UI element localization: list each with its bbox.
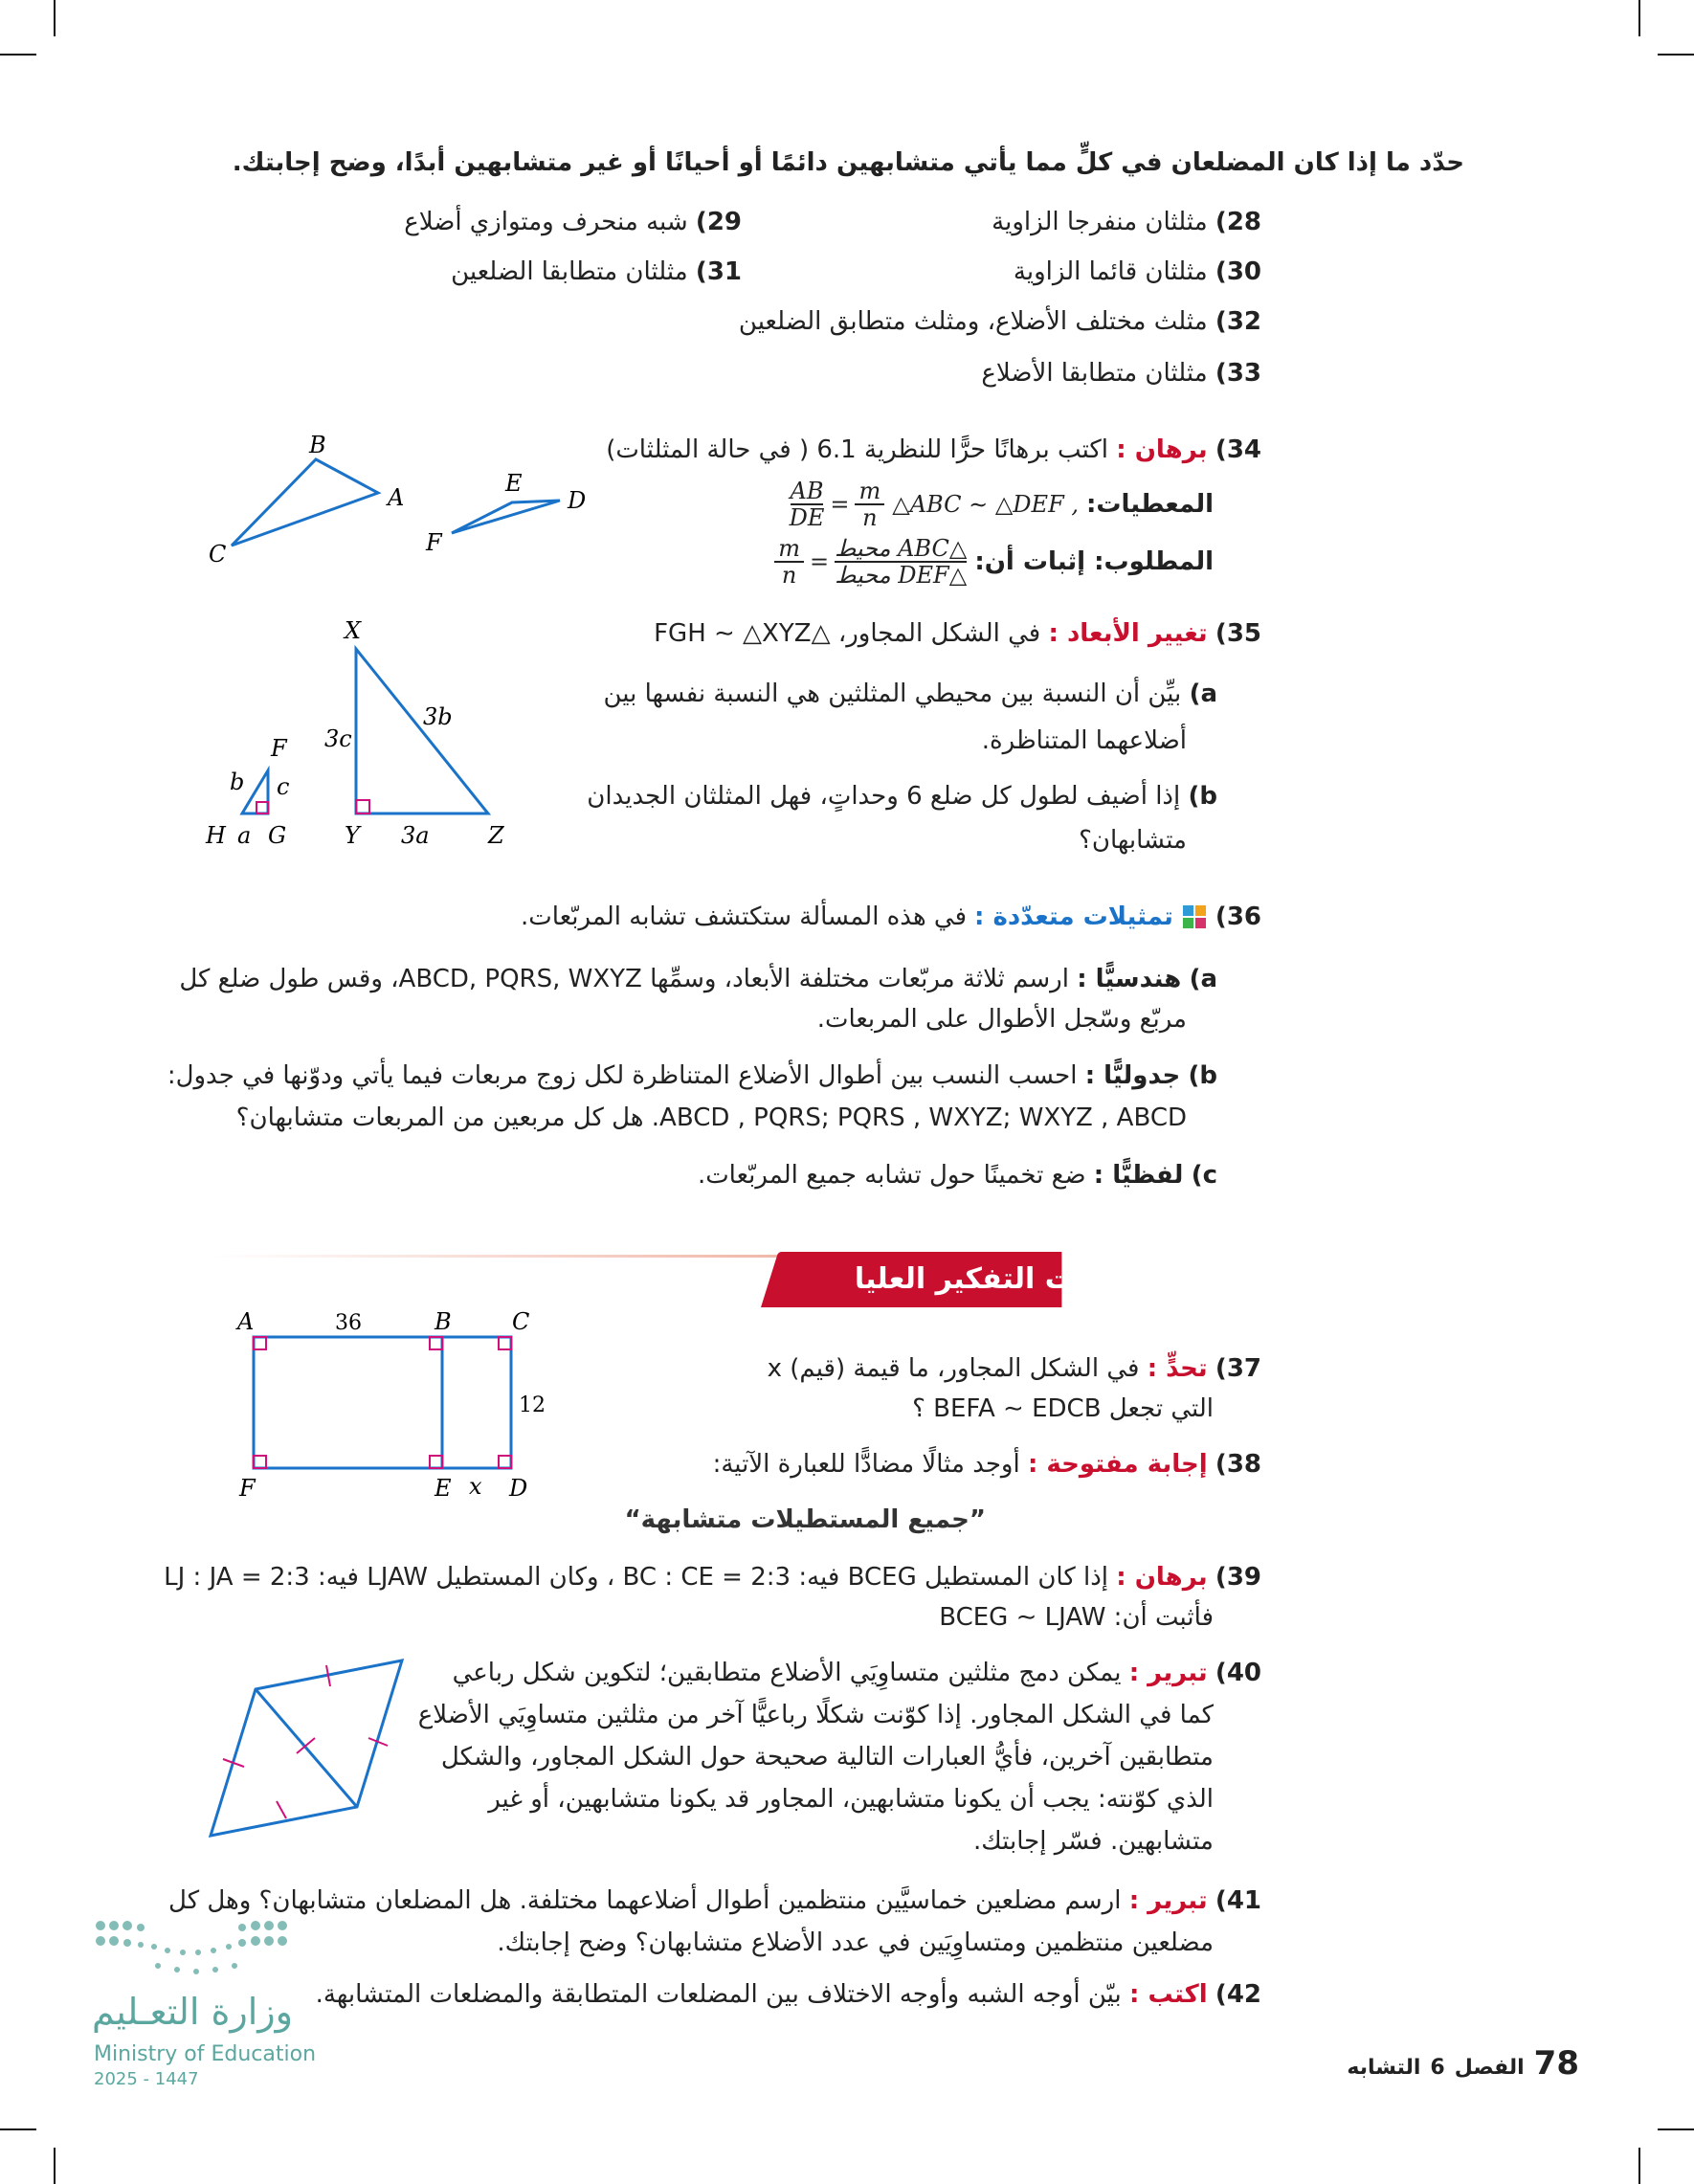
question-36b [167, 1057, 1217, 1095]
crop-mark [1638, 2148, 1640, 2184]
item-text: مثلثان قائما الزاوية [1013, 257, 1208, 286]
item-31 [451, 253, 742, 291]
right-angle-mark [430, 1456, 442, 1468]
question-heading: تمثيلات متعدّدة : [974, 903, 1173, 931]
side-label: a [237, 822, 252, 849]
given-expression: △ABC ∼ △DEF , [892, 491, 1079, 518]
question-42 [316, 1975, 1261, 2014]
side-length: 12 [519, 1393, 546, 1417]
vertex-label: A [388, 484, 405, 511]
item-32 [739, 302, 1261, 341]
question-heading: تبرير : [1128, 1886, 1208, 1915]
chapter-number: 6 [1430, 2056, 1445, 2080]
page-footer [1347, 2044, 1579, 2083]
question-36c [698, 1156, 1217, 1194]
question-40-line: متشابهين. فسّر إجابتك. [973, 1827, 1214, 1856]
equals-sign: = [809, 548, 830, 575]
part-text: ارسم ثلاثة مربّعات مختلفة الأبعاد، وسمِّها ABCD, PQRS, WXYZ، وقس طول ضلع كل [179, 965, 1069, 993]
question-35a [603, 675, 1217, 713]
crop-mark [1658, 2128, 1694, 2130]
triangle-fgh [242, 770, 268, 813]
frac-bottom: △DEF محيط [835, 562, 968, 589]
side-length: 36 [335, 1311, 362, 1335]
item-number: 33) [1215, 359, 1261, 388]
vertex-label: F [271, 735, 287, 762]
question-number: 35) [1215, 619, 1261, 648]
section-banner-title: مسائل مهارات التفكير العليا [854, 1262, 1252, 1296]
vertex-label: E [435, 1475, 452, 1502]
vertex-label: H [206, 822, 226, 849]
question-40-line: كما في الشكل المجاور. إذا كوّنت شكلًا رباعيًّا آخر من مثلثين متساوِيَي الأضلاع [417, 1701, 1214, 1729]
item-33 [981, 354, 1261, 392]
ministry-name-en: Ministry of Education [94, 2042, 317, 2066]
given-label: المعطيات: [1085, 490, 1214, 519]
vertex-label: C [209, 541, 227, 568]
chapter-label: الفصل [1454, 2056, 1525, 2080]
side-label: b [230, 769, 245, 795]
vertex-label: F [239, 1475, 256, 1502]
frac-bottom: n [862, 504, 878, 531]
ministry-name-ar: وزارة التعـليم [92, 1991, 294, 2033]
vertex-label: B [435, 1308, 452, 1335]
right-angle-mark [254, 1456, 266, 1468]
question-number: 39) [1215, 1563, 1261, 1592]
page-number: 78 [1533, 2044, 1579, 2083]
crop-mark [0, 2128, 36, 2130]
crop-mark [1638, 0, 1640, 36]
item-29 [404, 203, 742, 241]
vertex-label: F [426, 529, 442, 556]
question-40-line: متطابقين آخرين، فأيُّ العبارات التالية صحيحة حول الشكل المجاور، والشكل [440, 1743, 1214, 1772]
crop-mark [54, 0, 56, 36]
vertex-label: A [237, 1308, 255, 1335]
question-38-quote: ”جميع المستطيلات متشابهة“ [624, 1505, 986, 1534]
ministry-logo-icon [91, 1914, 301, 1991]
question-number: 34) [1215, 435, 1261, 464]
item-number: 32) [1215, 307, 1261, 336]
question-36 [521, 898, 1261, 936]
question-40-line: الذي كوّنته: يجب أن يكونا متشابهين، المجاور قد يكونا متشابهين، أو غير [488, 1785, 1214, 1814]
figure-37-rectangles [230, 1306, 574, 1507]
figure-35-triangles [196, 617, 522, 857]
right-angle-mark [356, 800, 369, 813]
right-angle-mark [499, 1337, 511, 1349]
question-heading: إجابة مفتوحة : [1027, 1450, 1208, 1479]
question-heading: تغيير الأبعاد : [1048, 619, 1208, 648]
question-35b [587, 777, 1217, 815]
frac-top: △ABC محيط [835, 535, 968, 562]
side-label: x [469, 1473, 482, 1500]
part-text: احسب النسب بين أطوال الأضلاع المتناظرة لكل زوج مربعات فيما يأتي ودوّنها في جدول: [167, 1061, 1078, 1090]
vertex-label: Y [345, 822, 360, 849]
prove-label: المطلوب: إثبات أن: [974, 547, 1214, 576]
frac-top: AB [790, 478, 824, 504]
part-text: ضع تخمينًا حول تشابه جميع المربّعات. [697, 1161, 1086, 1190]
question-41-cont: مضلعين منتظمين ومتساوِيَين في عدد الأضلاع متشابهان؟ وضح إجابتك. [497, 1928, 1214, 1957]
ministry-year: 2025 - 1447 [94, 2069, 199, 2089]
item-number: 31) [695, 257, 742, 286]
frac-top: m [855, 479, 884, 505]
multiple-representations-icon [1181, 903, 1208, 930]
part-label: c) [1191, 1161, 1217, 1190]
question-number: 37) [1215, 1354, 1261, 1383]
equals-sign: = [830, 491, 850, 518]
side-label: 3b [423, 703, 453, 730]
vertex-label: C [512, 1308, 530, 1335]
question-number: 41) [1215, 1886, 1261, 1915]
item-text: مثلث مختلف الأضلاع، ومثلث متطابق الضلعين [738, 307, 1208, 336]
right-angle-mark [256, 802, 268, 813]
vertex-label: G [268, 822, 287, 849]
tick-mark [277, 1801, 286, 1818]
crop-mark [1658, 54, 1694, 56]
vertex-label: X [345, 617, 362, 644]
crop-mark [54, 2148, 56, 2184]
question-text: يمكن دمج مثلثين متساوِيَي الأضلاع متطابقين؛ لتكوين شكل رباعي [452, 1659, 1122, 1687]
question-39-cont: فأثبت أن: BCEG ∼ LJAW [939, 1603, 1214, 1632]
item-number: 28) [1215, 208, 1261, 236]
prove-line [774, 536, 1214, 588]
question-38 [713, 1445, 1261, 1483]
part-heading: جدوليًّا : [1084, 1061, 1181, 1090]
question-number: 40) [1215, 1659, 1261, 1687]
question-text: إذا كان المستطيل BCEG فيه: BC : CE = 2:3 ، وكان المستطيل LJAW فيه: LJ : JA = 2:3 [164, 1563, 1109, 1592]
question-number: 38) [1215, 1450, 1261, 1479]
question-text: ارسم مضلعين خماسيَّين منتظمين أطوال أضلاعهما مختلفة. هل المضلعان متشابهان؟ وهل كل [168, 1886, 1122, 1915]
question-35b-cont: متشابهان؟ [1079, 826, 1187, 855]
item-text: مثلثان متطابقا الضلعين [451, 257, 688, 286]
item-text: مثلثان متطابقا الأضلاع [981, 359, 1208, 388]
chapter-title: التشابه [1347, 2056, 1421, 2080]
side-label: 3a [401, 822, 430, 849]
item-text: مثلثان منفرجا الزاوية [992, 208, 1208, 236]
question-heading: تبرير : [1128, 1659, 1208, 1687]
part-text: إذا أضيف لطول كل ضلع 6 وحداتٍ، فهل المثلثان الجديدان [587, 782, 1181, 811]
frac-top: m [774, 536, 804, 563]
item-number: 30) [1215, 257, 1261, 286]
question-41 [168, 1882, 1261, 1920]
item-number: 29) [695, 208, 742, 236]
question-number: 42) [1215, 1980, 1261, 2009]
given-line [790, 479, 1214, 530]
frac-bottom: n [781, 562, 797, 589]
vertex-label: E [505, 470, 523, 497]
crop-mark [0, 54, 36, 56]
question-35a-cont: أضلاعهما المتناظرة. [981, 726, 1187, 755]
question-text: أوجد مثالًا مضادًّا للعبارة الآتية: [712, 1450, 1020, 1479]
part-label: b) [1188, 1061, 1217, 1090]
question-39 [164, 1558, 1261, 1596]
frac-bottom: DE [789, 504, 825, 531]
triangle-xyz [356, 649, 488, 813]
part-label: a) [1189, 965, 1217, 993]
item-30 [1014, 253, 1261, 291]
part-text: بيِّن أن النسبة بين محيطي المثلثين هي النسبة نفسها بين [603, 680, 1182, 708]
part-label: b) [1188, 782, 1217, 811]
side-label: 3c [324, 725, 352, 752]
question-heading: تحدٍّ : [1147, 1354, 1208, 1383]
right-angle-mark [430, 1337, 442, 1349]
figure-34-triangles [191, 426, 613, 574]
triangle-def [452, 501, 560, 533]
vertex-label: D [509, 1475, 528, 1502]
right-angle-mark [254, 1337, 266, 1349]
rectangle-abef [254, 1337, 442, 1468]
question-text: بيّن أوجه الشبه وأوجه الاختلاف بين المضلعات المتطابقة والمضلعات المتشابهة. [315, 1980, 1122, 2009]
right-angle-mark [499, 1456, 511, 1468]
question-number: 36) [1215, 903, 1261, 931]
question-36b-cont: ABCD , PQRS; PQRS , WXYZ; WXYZ , ABCD. هل كل مربعين من المربعات متشابهان؟ [235, 1103, 1187, 1132]
question-37 [768, 1349, 1261, 1388]
question-heading: برهان : [1116, 435, 1208, 464]
question-text: في الشكل المجاور، △FGH ∼ △XYZ [654, 619, 1041, 648]
question-text: في هذه المسألة ستكتشف تشابه المربّعات. [521, 903, 968, 931]
question-heading: برهان : [1116, 1563, 1208, 1592]
part-heading: هندسيًّا : [1077, 965, 1182, 993]
question-36a-cont: مربّع وسّجل الأطوال على المربعات. [816, 1005, 1187, 1034]
triangle-abc [232, 459, 378, 546]
question-37-cont: التي تجعل BEFA ∼ EDCB ؟ [912, 1394, 1214, 1423]
question-heading: اكتب : [1129, 1980, 1208, 2009]
diagonal [256, 1689, 357, 1807]
side-label: c [277, 773, 290, 800]
figure-40-rhombus [196, 1646, 445, 1847]
question-34 [606, 431, 1261, 469]
question-35 [654, 614, 1261, 653]
rectangle-bcde [442, 1337, 511, 1468]
item-28 [992, 203, 1261, 241]
vertex-label: Z [488, 822, 504, 849]
question-text: اكتب برهانًا حرًّا للنظرية 6.1 ( في حالة المثلثات) [606, 435, 1109, 464]
question-36a [179, 960, 1217, 998]
part-heading: لفظيًّا : [1093, 1161, 1184, 1190]
item-text: شبه منحرف ومتوازي أضلاع [404, 208, 688, 236]
question-text: في الشكل المجاور، ما قيمة (قيم) x [767, 1354, 1140, 1383]
vertex-label: B [309, 432, 326, 458]
intro-instruction: حدّد ما إذا كان المضلعان في كلٍّ مما يأتي متشابهين دائمًا أو أحيانًا أو غير متشابهين أبدًا، وضح إجابتك. [232, 148, 1464, 177]
part-label: a) [1189, 680, 1217, 708]
vertex-label: D [568, 487, 587, 514]
banner-line [211, 1255, 785, 1258]
question-40 [453, 1654, 1261, 1692]
